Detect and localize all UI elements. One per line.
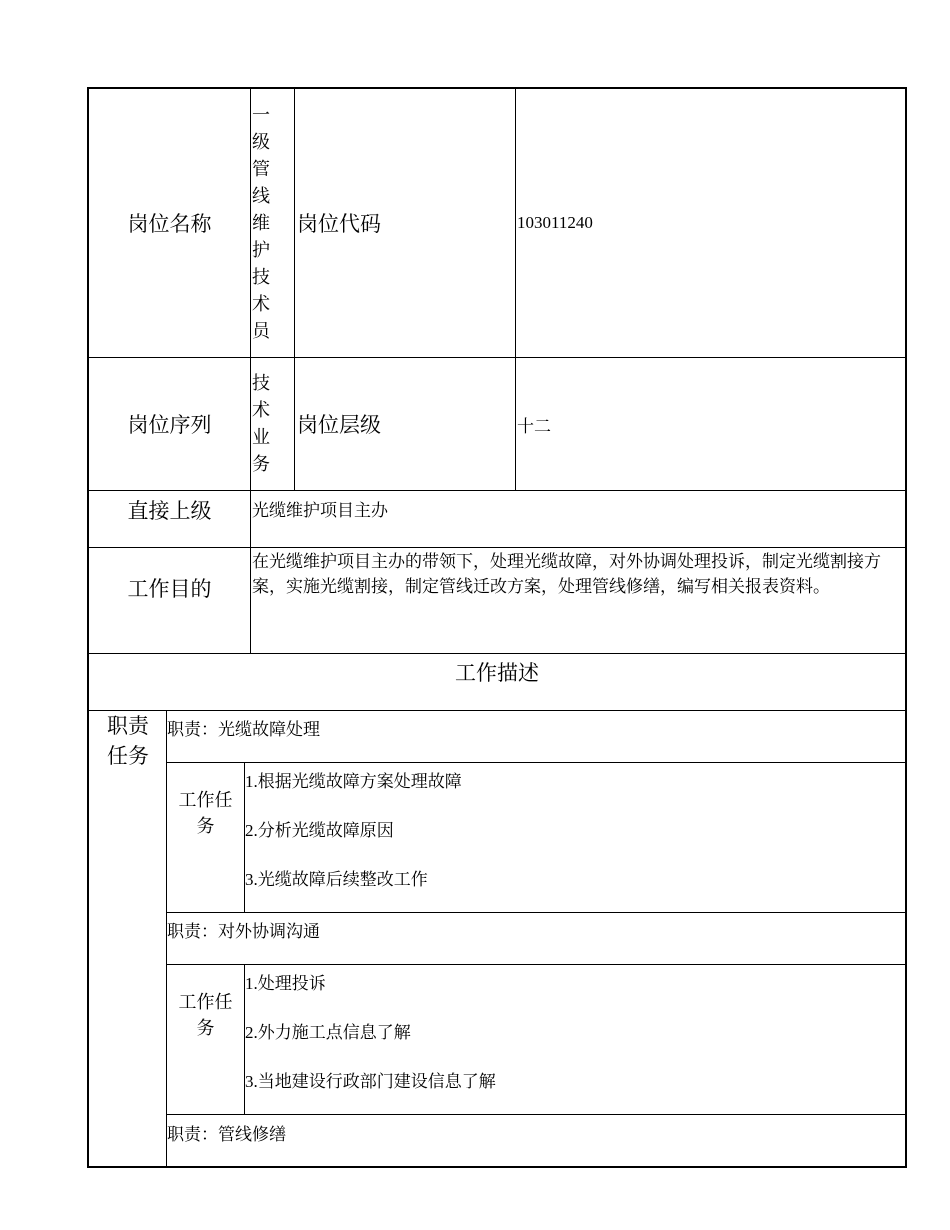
- sequence-label: 岗位序列: [127, 413, 212, 437]
- position-code-value: 103011240: [517, 213, 593, 232]
- level-value: 十二: [517, 416, 551, 436]
- row-divider: [166, 762, 905, 763]
- task-item: 2.外力施工点信息了解: [245, 1023, 411, 1042]
- task-item: 1.根据光缆故障方案处理故障: [245, 772, 462, 791]
- task-label: 工作任务: [178, 790, 233, 836]
- task-item: 3.光缆故障后续整改工作: [245, 870, 428, 889]
- job-table: [87, 87, 907, 1168]
- superior-label: 直接上级: [127, 499, 212, 523]
- task-label: 工作任务: [178, 992, 233, 1038]
- task-item: 1.处理投诉: [245, 974, 326, 993]
- row-divider: [166, 1114, 905, 1115]
- row-divider: [166, 912, 905, 913]
- row-divider: [166, 964, 905, 965]
- position-name-label: 岗位名称: [127, 212, 212, 236]
- row-divider: [89, 710, 905, 711]
- task-item: 3.当地建设行政部门建设信息了解: [245, 1072, 496, 1091]
- purpose-label: 工作目的: [127, 577, 212, 601]
- position-code-label: 岗位代码: [297, 212, 381, 236]
- duty-title: 职责：对外协调沟通: [167, 922, 320, 941]
- duty-title: 职责：光缆故障处理: [167, 720, 320, 739]
- purpose-value: 在光缆维护项目主办的带领下，处理光缆故障，对外协调处理投诉，制定光缆割接方案，实施光缆割接，制定管线迁改方案，处理管线修缮，编写相关报表资料。: [252, 552, 881, 596]
- duties-label: 职责任务: [107, 714, 149, 768]
- description-title: 工作描述: [455, 661, 539, 685]
- position-name-value: 一级管线维护技术员: [252, 104, 270, 341]
- sequence-value: 技术业务: [252, 373, 270, 474]
- superior-value: 光缆维护项目主办: [252, 501, 388, 520]
- level-label: 岗位层级: [297, 413, 381, 437]
- task-item: 2.分析光缆故障原因: [245, 821, 394, 840]
- duty-title: 职责：管线修缮: [167, 1125, 286, 1144]
